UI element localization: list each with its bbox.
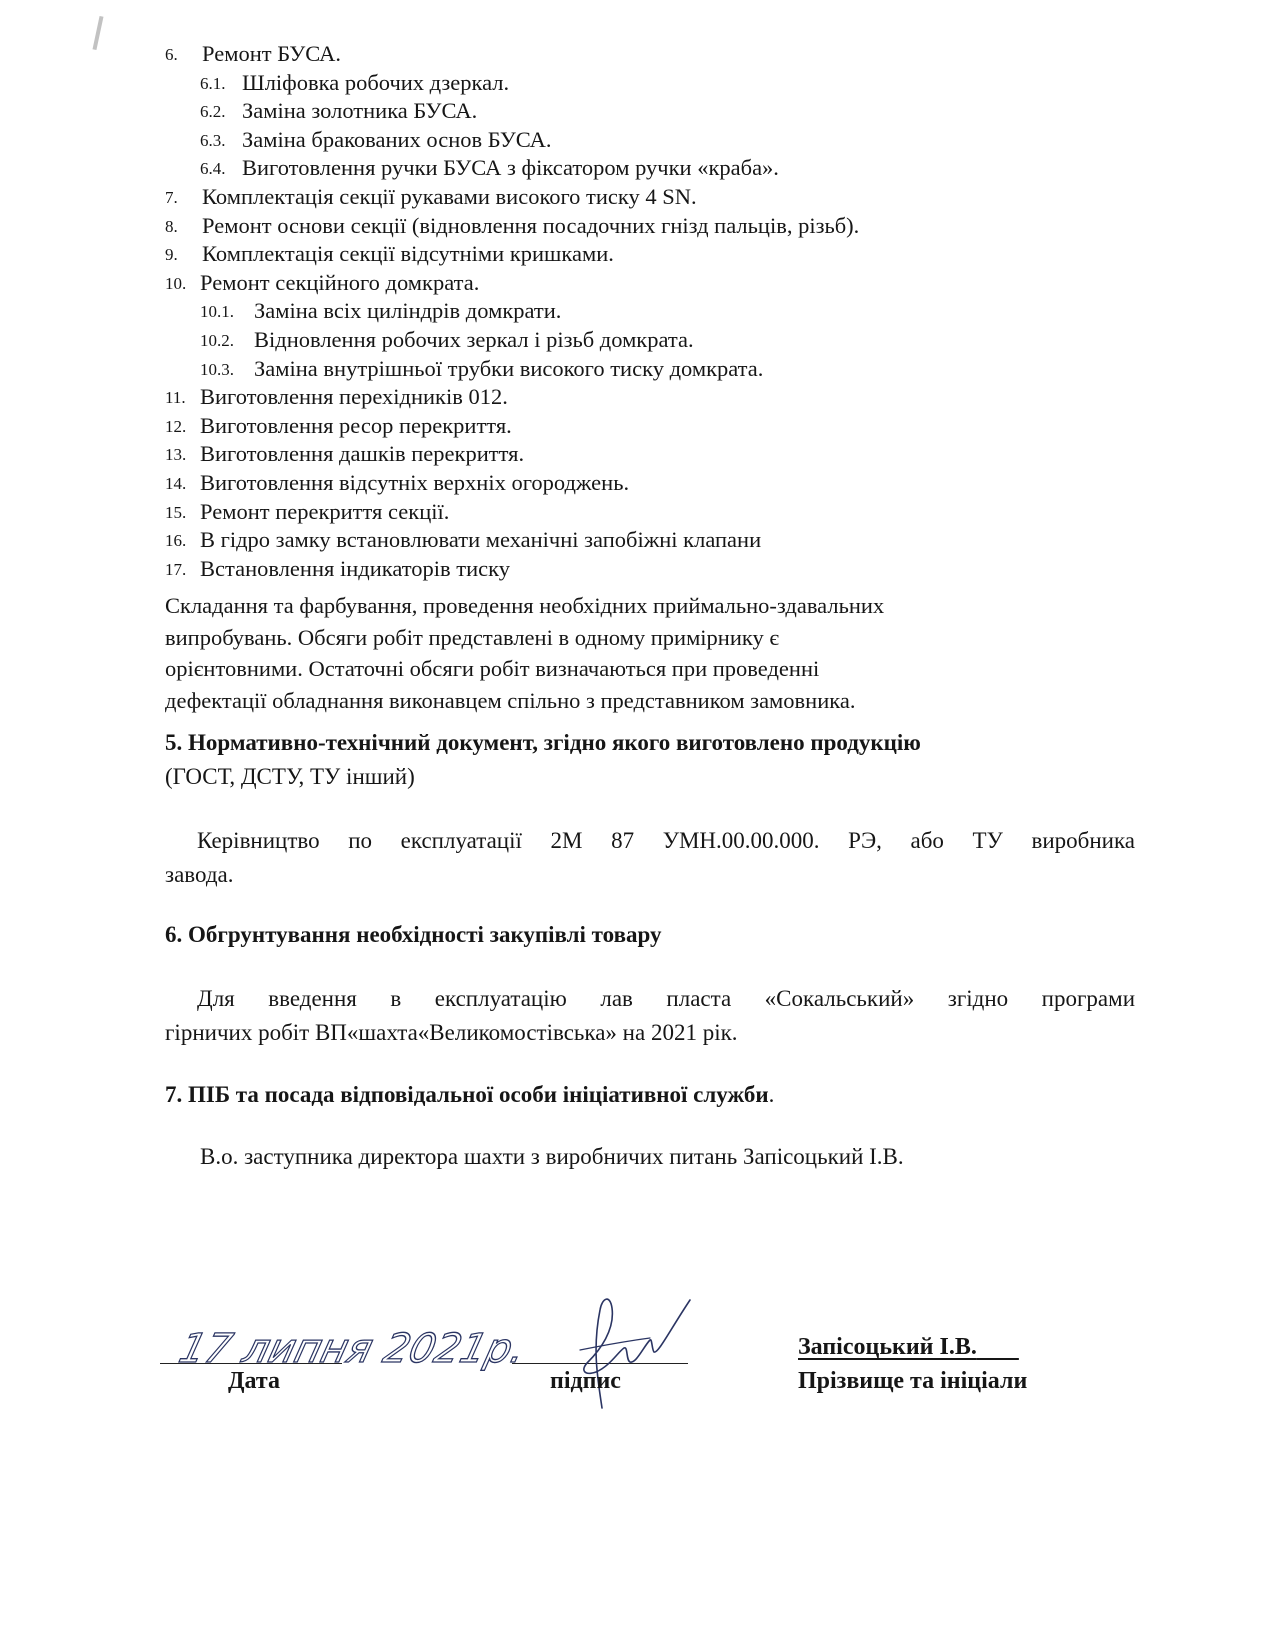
list-item-number: 11.: [165, 388, 186, 408]
list-item-text: Заміна всіх циліндрів домкрати.: [254, 298, 562, 324]
sub-list-item: [165, 97, 1175, 126]
list-item: [165, 240, 1175, 269]
list-item-number: 7.: [165, 187, 178, 207]
scan-artifact-mark: [93, 16, 104, 50]
section-6-line: Для введення в експлуатацію лав пласта «Сокальський» згідно програми: [197, 986, 1135, 1011]
list-item-text: Виготовлення відсутніх верхніх огороджень.: [200, 469, 630, 495]
list-item-number: 8.: [165, 216, 178, 236]
sub-list-item: [165, 326, 1175, 355]
sub-list-item: [165, 355, 1175, 384]
sub-list-item: [165, 126, 1175, 155]
list-item-text: Виготовлення перехідників 012.: [200, 384, 508, 410]
date-label: Дата: [228, 1368, 280, 1394]
list-item: [165, 383, 1175, 412]
section-6-paragraph: [165, 982, 1135, 1050]
list-item-number: 6.1.: [200, 73, 226, 93]
closing-line: дефектації обладнання виконавцем спільно з представником замовника.: [165, 687, 856, 713]
list-item: [165, 269, 1175, 298]
list-item-text: Ремонт секційного домкрата.: [200, 269, 480, 295]
list-item-number: 10.2.: [200, 330, 234, 350]
section-7-title-period: .: [768, 1082, 775, 1107]
list-item-text: Виготовлення дашків перекриття.: [200, 441, 525, 467]
section-7-title: [165, 1082, 774, 1108]
list-item-text: В гідро замку встановлювати механічні запобіжні клапани: [200, 527, 762, 553]
list-item-text: Заміна внутрішньої трубки високого тиску домкрата.: [254, 355, 764, 381]
list-item: [165, 469, 1175, 498]
signer-name: [798, 1334, 1056, 1361]
responsible-person-line: В.о. заступника директора шахти з виробничих питань Запісоцький І.В.: [200, 1144, 904, 1169]
closing-line: Складання та фарбування, проведення необхідних приймально-здавальних: [165, 593, 885, 618]
list-item: [165, 440, 1175, 469]
closing-line: орієнтовними. Остаточні обсяги робіт визначаються при проведенні: [165, 656, 820, 681]
list-item-number: 10.: [165, 273, 187, 293]
list-item-text: Комплектація секції рукавами високого тиску 4 SN.: [202, 183, 697, 209]
list-item: [165, 183, 1175, 212]
signer-name-value: Запісоцький І.В.: [798, 1334, 977, 1360]
list-item-text: Відновлення робочих зеркал і різьб домкрата.: [254, 326, 694, 352]
handwritten-signature: [540, 1290, 710, 1420]
list-item-text: Шліфовка робочих дзеркал.: [242, 69, 510, 95]
list-item-number: 12.: [165, 416, 187, 436]
list-item-number: 6.: [165, 45, 178, 64]
section-6-title: 6. Обгрунтування необхідності закупівлі товару: [165, 922, 662, 947]
list-item-number: 10.1.: [200, 302, 234, 322]
list-item-number: 10.3.: [200, 359, 234, 379]
closing-line: випробувань. Обсяги робіт представлені в одному примірнику є: [165, 624, 780, 650]
list-item-text: Ремонт основи секції (відновлення посадочних гнізд пальців, різьб).: [202, 212, 860, 238]
list-item: [165, 412, 1175, 441]
section-7-title-text: 7. ПІБ та посада відповідальної особи ініціативної служби: [165, 1082, 769, 1107]
sub-list-item: [165, 154, 1175, 183]
handwritten-date-text: 17 липня 2021р.: [174, 1324, 531, 1372]
list-item: [165, 555, 1175, 584]
section-5-line: завода.: [165, 862, 234, 887]
list-item-number: 16.: [165, 531, 187, 551]
section-6-line: гірничих робіт ВП«шахта«Великомостівська» на 2021 рік.: [165, 1020, 738, 1045]
list-item-text: Заміна золотника БУСА.: [242, 98, 478, 124]
sub-list-item: [165, 69, 1175, 98]
list-item: [165, 40, 1175, 69]
list-item-text: Комплектація секції відсутніми кришками.: [202, 241, 614, 267]
signer-name-text: [798, 1334, 1056, 1361]
date-underline: [160, 1363, 342, 1364]
section-5-title: 5. Нормативно-технічний документ, згідно якого виготовлено продукцію: [165, 730, 921, 755]
list-item-text: Виготовлення ручки БУСА з фіксатором ручки «краба».: [242, 155, 779, 181]
list-item-number: 9.: [165, 245, 178, 265]
list-item-number: 6.2.: [200, 102, 226, 122]
list-item: [165, 498, 1175, 527]
numbered-work-list: [165, 40, 1175, 583]
list-item-text: Ремонт перекриття секції.: [200, 498, 450, 524]
section-5-subtitle: (ГОСТ, ДСТУ, ТУ інший): [165, 764, 415, 789]
handwritten-date: [160, 1318, 531, 1388]
list-item: [165, 212, 1175, 241]
name-label: Прізвище та ініціали: [798, 1368, 1028, 1394]
closing-paragraph: [165, 590, 1125, 716]
section-5-paragraph: [165, 824, 1135, 892]
list-item-text: Виготовлення ресор перекриття.: [200, 412, 512, 438]
list-item-number: 14.: [165, 473, 187, 493]
list-item-number: 13.: [165, 445, 187, 465]
list-item-text: Встановлення індикаторів тиску: [200, 555, 511, 581]
list-item-text: Заміна бракованих основ БУСА.: [242, 126, 552, 152]
list-item: [165, 526, 1175, 555]
list-item-number: 6.3.: [200, 130, 226, 150]
section-5-line: Керівництво по експлуатації 2М 87 УМН.00.00.000. РЭ, або ТУ виробника: [197, 828, 1135, 853]
signature-label: підпис: [550, 1368, 621, 1394]
list-item-number: 15.: [165, 502, 187, 522]
list-item-text: Ремонт БУСА.: [202, 41, 342, 66]
list-item-number: 6.4.: [200, 159, 226, 179]
sub-list-item: [165, 297, 1175, 326]
list-item-number: 17.: [165, 559, 187, 579]
